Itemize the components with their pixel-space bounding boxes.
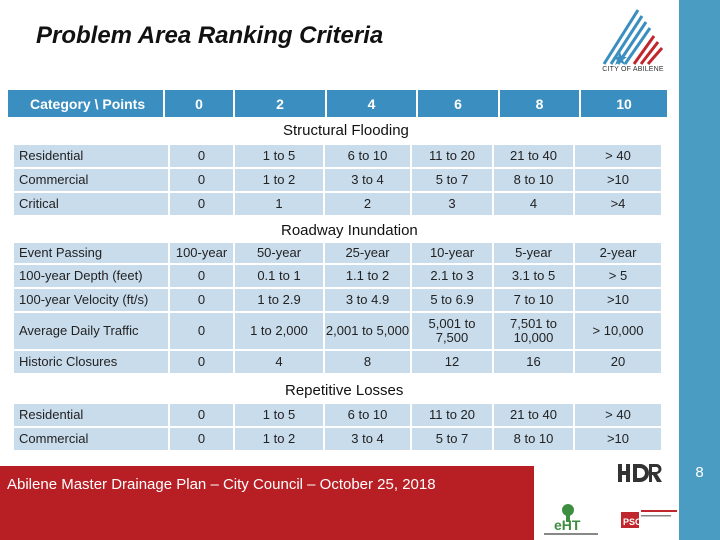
table-row: [14, 169, 663, 191]
cell-points-10: > 10,000: [575, 313, 661, 349]
hdr-logo: [618, 462, 662, 484]
cell-points-8: 8 to 10: [494, 169, 573, 191]
row-label: Average Daily Traffic: [14, 313, 168, 349]
cell-points-6: 5 to 6.9: [412, 289, 492, 311]
cell-points-2: 1 to 2: [235, 428, 323, 450]
table-row: [14, 243, 663, 263]
cell-points-8: 21 to 40: [494, 404, 573, 426]
cell-points-2: 0.1 to 1: [235, 265, 323, 287]
cell-points-2: 1 to 2: [235, 169, 323, 191]
cell-points-6: 12: [412, 351, 492, 373]
cell-points-4: 2,001 to 5,000: [325, 313, 410, 349]
section-label-repetitive-losses: Repetitive Losses: [285, 382, 404, 399]
cell-points-0: 0: [170, 428, 233, 450]
city-logo-text: CITY OF ABILENE: [602, 66, 664, 73]
cell-points-0: 0: [170, 193, 233, 215]
cell-points-4: 1.1 to 2: [325, 265, 410, 287]
row-label: Critical: [14, 193, 168, 215]
cell-points-10: > 5: [575, 265, 661, 287]
page-number: 8: [695, 464, 704, 481]
cell-points-8: 16: [494, 351, 573, 373]
cell-points-8: 3.1 to 5: [494, 265, 573, 287]
header-points-4: 4: [327, 90, 418, 117]
row-label: 100-year Depth (feet): [14, 265, 168, 287]
footer-text: Abilene Master Drainage Plan – City Council – October 25, 2018: [7, 476, 436, 493]
table-header-row: [8, 90, 667, 117]
right-side-bar: [679, 0, 720, 540]
header-points-10: 10: [581, 90, 667, 117]
table-row: [14, 351, 663, 373]
cell-points-4: 3 to 4.9: [325, 289, 410, 311]
page-title: Problem Area Ranking Criteria: [36, 22, 384, 49]
cell-points-10: > 40: [575, 404, 661, 426]
cell-points-8: 7 to 10: [494, 289, 573, 311]
cell-points-0: 0: [170, 169, 233, 191]
cell-points-6: 11 to 20: [412, 404, 492, 426]
cell-points-10: >4: [575, 193, 661, 215]
cell-points-0: 0: [170, 351, 233, 373]
cell-points-10: >10: [575, 289, 661, 311]
cell-points-0: 100-year: [170, 243, 233, 263]
cell-points-0: 0: [170, 289, 233, 311]
cell-points-2: 1 to 5: [235, 145, 323, 167]
header-points-2: 2: [235, 90, 327, 117]
cell-points-2: 1 to 5: [235, 404, 323, 426]
cell-points-0: 0: [170, 265, 233, 287]
structural-flooding-table: [14, 145, 663, 217]
cell-points-4: 25-year: [325, 243, 410, 263]
cell-points-8: 7,501 to 10,000: [494, 313, 573, 349]
cell-points-2: 1 to 2,000: [235, 313, 323, 349]
cell-points-4: 6 to 10: [325, 145, 410, 167]
cell-points-6: 11 to 20: [412, 145, 492, 167]
cell-points-10: >10: [575, 169, 661, 191]
row-label: Residential: [14, 404, 168, 426]
cell-points-2: 50-year: [235, 243, 323, 263]
table-row: [14, 193, 663, 215]
row-label: Commercial: [14, 169, 168, 191]
section-label-roadway-inundation: Roadway Inundation: [281, 222, 418, 239]
table-row: [14, 428, 663, 450]
cell-points-4: 3 to 4: [325, 428, 410, 450]
row-label: Residential: [14, 145, 168, 167]
repetitive-losses-table: [14, 404, 663, 452]
cell-points-4: 2: [325, 193, 410, 215]
svg-text:eHT: eHT: [554, 517, 581, 533]
cell-points-2: 1 to 2.9: [235, 289, 323, 311]
table-row: [14, 313, 663, 349]
cell-points-10: >10: [575, 428, 661, 450]
cell-points-4: 3 to 4: [325, 169, 410, 191]
eht-logo: [540, 500, 602, 538]
cell-points-0: 0: [170, 145, 233, 167]
cell-points-4: 6 to 10: [325, 404, 410, 426]
cell-points-6: 10-year: [412, 243, 492, 263]
cell-points-6: 5 to 7: [412, 169, 492, 191]
roadway-inundation-table: [14, 243, 663, 375]
cell-points-10: 20: [575, 351, 661, 373]
section-label-structural-flooding: Structural Flooding: [283, 122, 409, 139]
header-category: Category \ Points: [8, 90, 165, 117]
row-label: Commercial: [14, 428, 168, 450]
cell-points-6: 3: [412, 193, 492, 215]
row-label: Event Passing: [14, 243, 168, 263]
svg-text:PSC: PSC: [623, 517, 642, 527]
table-row: [14, 404, 663, 426]
cell-points-0: 0: [170, 313, 233, 349]
row-label: 100-year Velocity (ft/s): [14, 289, 168, 311]
cell-points-2: 1: [235, 193, 323, 215]
table-row: [14, 265, 663, 287]
table-row: [14, 145, 663, 167]
cell-points-8: 8 to 10: [494, 428, 573, 450]
header-points-8: 8: [500, 90, 581, 117]
psc-logo: [621, 506, 679, 530]
cell-points-6: 5,001 to 7,500: [412, 313, 492, 349]
cell-points-10: 2-year: [575, 243, 661, 263]
cell-points-8: 4: [494, 193, 573, 215]
cell-points-6: 5 to 7: [412, 428, 492, 450]
cell-points-10: > 40: [575, 145, 661, 167]
header-points-0: 0: [165, 90, 235, 117]
row-label: Historic Closures: [14, 351, 168, 373]
cell-points-8: 5-year: [494, 243, 573, 263]
header-points-6: 6: [418, 90, 500, 117]
cell-points-0: 0: [170, 404, 233, 426]
table-row: [14, 289, 663, 311]
cell-points-8: 21 to 40: [494, 145, 573, 167]
cell-points-6: 2.1 to 3: [412, 265, 492, 287]
cell-points-2: 4: [235, 351, 323, 373]
cell-points-4: 8: [325, 351, 410, 373]
